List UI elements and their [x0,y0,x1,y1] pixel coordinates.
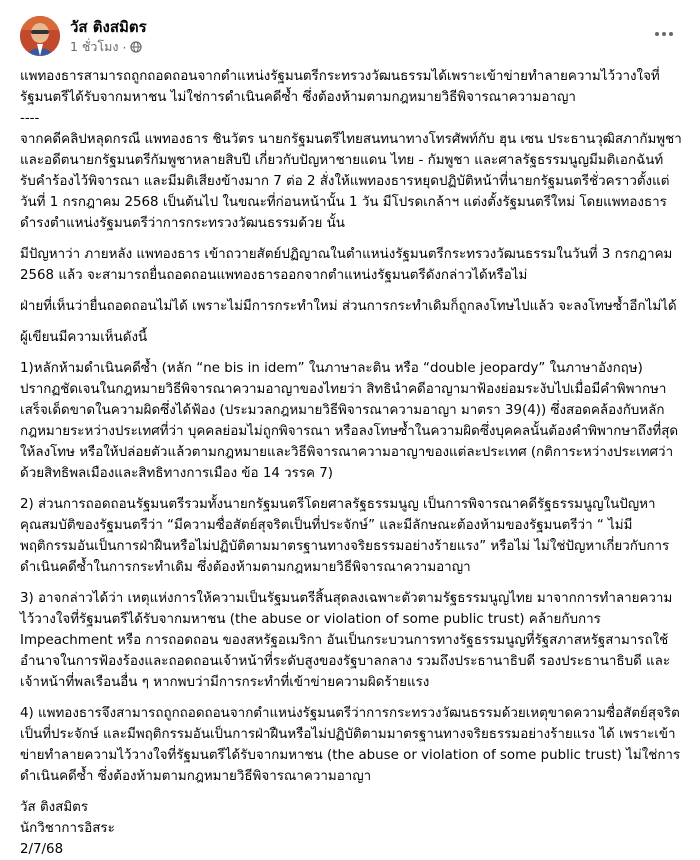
dot-icon [669,32,673,36]
post-paragraph: มีปัญหาว่า ภายหลัง แพทองธาร เข้าถวายสัตย์ปฏิญาณในตำแหน่งรัฐมนตรีกระทรวงวัฒนธรรมในวันที่ 3 กรกฎาคม 2568 แล้ว จะสามารถยื่นถอดถอนแพทองธารออกจากตำแหน่งรัฐมนตรีดังกล่าวได้หรือไม่ [20,247,673,283]
post-paragraph: 4) แพทองธารจึงสามารถถูกถอดถอนจากตำแหน่งรัฐมนตรีว่าการกระทรวงวัฒนธรรมด้วยเหตุขาดความซื่อสัตย์สุจริตเป็นที่ประจักษ์ และมีพฤติกรรมอันเป็นการฝ่าฝืนหรือไม่ปฏิบัติตามมาตรฐานทางจริยธรรมอย่างร้ายแรง ได้ เพราะเข้าข่ายทำลายความไว้วางใจที่รัฐมนตรีได้รับจากมหาชน (the abuse or violation of some public trust) ไม่ใช่การดำเนินคดีซ้ำ ซึ่งต้องห้ามตามกฎหมายวิธีพิจารณาความอาญา [20,706,681,784]
post-paragraph: ฝ่ายที่เห็นว่ายื่นถอดถอนไม่ได้ เพราะไม่มีการกระทำใหม่ ส่วนการกระทำเดิมก็ถูกลงโทษไปแล้ว จะลงโทษซ้ำอีกไม่ได้ [20,299,677,314]
signature-title: นักวิชาการอิสระ [20,821,115,836]
avatar[interactable] [20,16,60,56]
signature-date: 2/7/68 [20,842,64,857]
signature [20,797,682,860]
post-paragraph: แพทองธารสามารถถูกถอดถอนจากตำแหน่งรัฐมนตรีกระทรวงวัฒนธรรมได้เพราะเข้าข่ายทำลายความไว้วางใจที่รัฐมนตรีได้รับจากมหาชน ไม่ใช่การดำเนินคดีซ้ำ ซึ่งต้องห้ามตามกฎหมายวิธีพิจารณาความอาญา ---- จากคดีคลิปหลุดกรณี แพทองธาร ชินวัตร นายกรัฐมนตรีไทยสนทนาทางโทรศัพท์กับ ฮุน เซน ประธานวุฒิสภากัมพูชาและอดีตนายกรัฐมนตรีกัมพูชาหลายสิบปี เกี่ยวกับปัญหาชายแดน ไทย - กัมพูชา และศาลรัฐธรรมนูญมีมติเอกฉันท์รับคำร้องไว้พิจารณา และมีมติเสียงข้างมาก 7 ต่อ 2 สั่งให้แพทองธารหยุดปฏิบัติหน้าที่นายกรัฐมนตรีชั่วคราวตั้งแต่วันที่ 1 กรกฎาคม 2568 เป็นต้นไป ในขณะที่ก่อนหน้านั้น 1 วัน มีโปรดเกล้าฯ แต่งตั้งรัฐมนตรีใหม่ โดยแพทองธารดำรงตำแหน่งรัฐมนตรีว่าการกระทรวงวัฒนธรรมด้วย นั้น [20,69,682,231]
dot-icon [662,32,666,36]
post-header [0,0,700,62]
signature-name: วัส ติงสมิตร [20,800,89,815]
post-paragraph: 1)หลักห้ามดำเนินคดีซ้ำ (หลัก “ne bis in idem” ในภาษาละติน หรือ “double jeopardy” ในภาษาอังกฤษ) ปรากฏชัดเจนในกฎหมายวิธีพิจารณาความอาญาของไทยว่า สิทธินำคดีอาญามาฟ้องย่อมระงับไปเมื่อมีคำพิพากษาเสร็จเด็ดขาดในความผิดซึ่งได้ฟ้อง (ประมวลกฎหมายวิธีพิจารณาความอาญา มาตรา 39(4)) ซึ่งสอดคล้องกับหลักกฎหมายระหว่างประเทศที่ว่า บุคคลย่อมไม่ถูกพิจารณา หรือลงโทษซ้ำในความผิดซึ่งบุคคลนั้นต้องคำพิพากษาถึงที่สุดให้ลงโทษ หรือให้ปล่อยตัวแล้วตามกฎหมายและวิธีพิจารณาความอาญาของแต่ละประเทศ (กติการะหว่างประเทศว่าด้วยสิทธิพลเมืองและสิทธิทางการเมือง ข้อ 14 วรรค 7) [20,361,679,481]
meta-separator: · [122,39,127,55]
post-paragraph: 2) ส่วนการถอดถอนรัฐมนตรีรวมทั้งนายกรัฐมนตรีโดยศาลรัฐธรรมนูญ เป็นการพิจารณาคดีรัฐธรรมนูญในปัญหาคุณสมบัติของรัฐมนตรีว่า “มีความซื่อสัตย์สุจริตเป็นที่ประจักษ์” และมีลักษณะต้องห้ามของรัฐมนตรีว่า “ ไม่มีพฤติกรรมอันเป็นการฝ่าฝืนหรือไม่ปฏิบัติตามมาตรฐานทางจริยธรรมอย่างร้ายแรง” หรือไม่ ไม่ใช่ปัญหาเกี่ยวกับการดำเนินคดีซ้ำในการกระทำเดิม ซึ่งต้องห้ามตามกฎหมายวิธีพิจารณาความอาญา [20,497,670,575]
post-time[interactable]: 1 ชั่วโมง [70,39,119,54]
post-body [20,66,682,860]
post-paragraph: ผู้เขียนมีความเห็นดังนี้ [20,330,148,345]
post-paragraph: 3) อาจกล่าวได้ว่า เหตุแห่งการให้ความเป็นรัฐมนตรีสิ้นสุดลงเฉพาะตัวตามรัฐธรรมนูญไทย มาจากการทำลายความไว้วางใจที่รัฐมนตรีได้รับจากมหาชน (the abuse or violation of some public trust) คล้ายกับการ Impeachment หรือ การถอดถอน ของสหรัฐอเมริกา อันเป็นกระบวนการทางรัฐธรรมนูญที่รัฐสภาสหรัฐสามารถใช้อำนาจในการฟ้องร้องและถอดถอนเจ้าหน้าที่ระดับสูงของรัฐบาลกลาง รวมถึงประธานาธิบดี รองประธานาธิบดี และเจ้าหน้าที่พลเรือนอื่น ๆ หากพบว่ามีการกระทำที่เข้าข่ายความผิดร้ายแรง [20,591,673,690]
author-name[interactable]: วัส ติงสมิตร [70,18,147,36]
post-meta [70,37,142,57]
dot-icon [655,32,659,36]
avatar-photo [20,16,60,56]
more-options-button[interactable] [646,22,682,46]
globe-icon[interactable] [130,41,142,53]
